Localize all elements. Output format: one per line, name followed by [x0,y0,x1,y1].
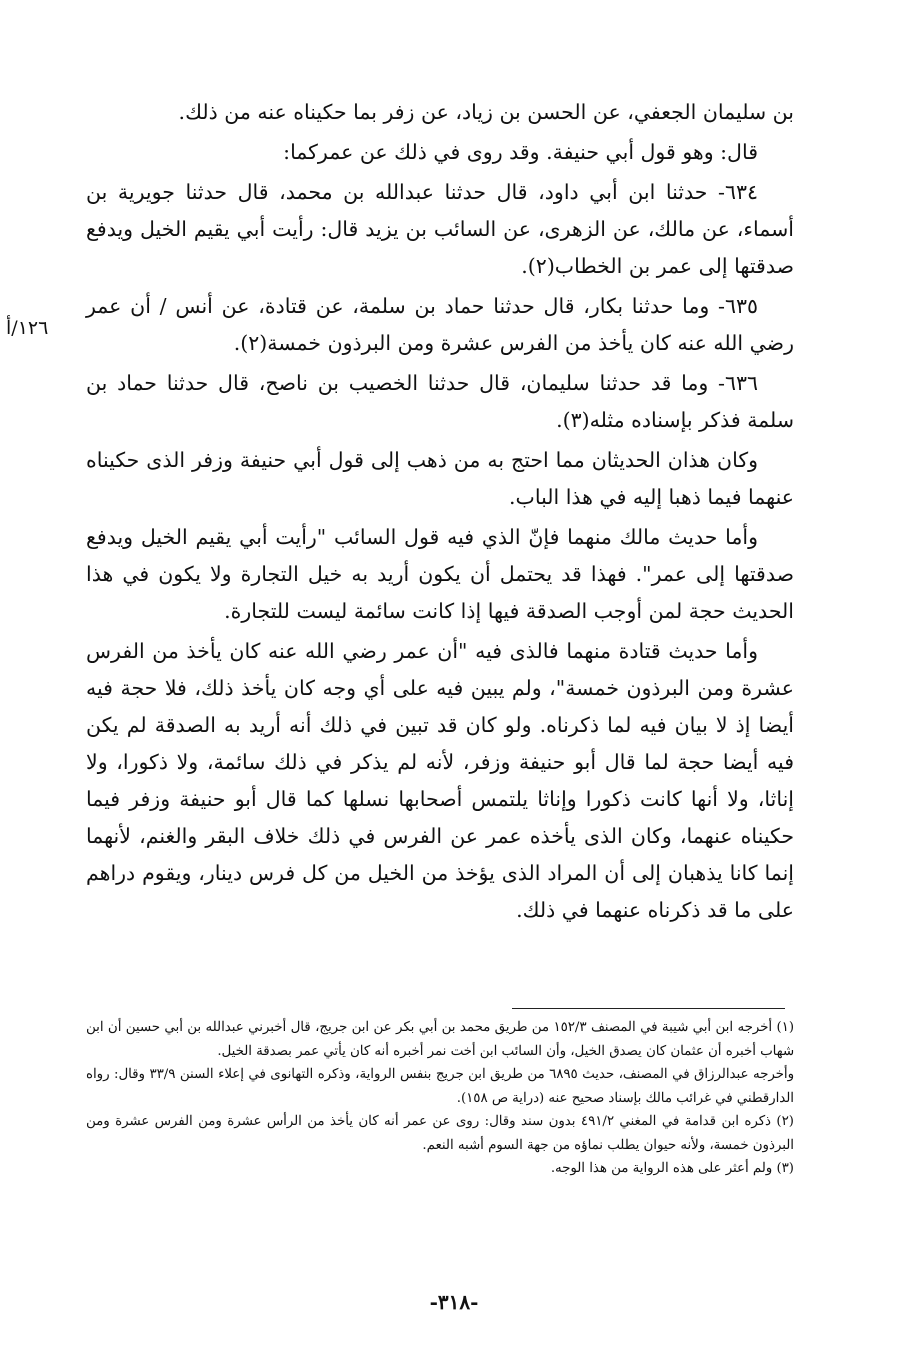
hadith-635: ٦٣٥- وما حدثنا بكار، قال حدثنا حماد بن سلمة، عن قتادة، عن أنس / أن عمر رضي الله عنه كان يأخذ من الفرس عشرة ومن البرذون خمسة(٢). [86,294,794,355]
footnote-divider [512,1008,785,1009]
paragraph: وأما حديث مالك منهما فإنّ الذي فيه قول السائب "رأيت أبي يقيم الخيل ويدفع صدقتها إلى عمر". فهذا قد يحتمل أن يكون أريد به خيل التجارة ولا يكون في هذا الحديث حجة لمن أوجب الصدقة فيها إذا كانت سائمة ليست للتجارة. [86,525,794,623]
footnote-3: (٣) ولم أعثر على هذه الرواية من هذا الوجه. [550,1161,794,1176]
paragraph: قال: وهو قول أبي حنيفة. وقد روى في ذلك عن عمركما: [283,140,758,164]
footnotes [86,1016,794,1181]
paragraph: وأما حديث قتادة منهما فالذى فيه "أن عمر رضي الله عنه كان يأخذ من الفرس عشرة ومن البرذون خمسة"، ولم يبين فيه على أي وجه كان يأخذ ذلك، فلا حجة فيه أيضا إذ لا بيان فيه لما ذكرناه. ولو كان قد تبين في ذلك أنه أريد به الصدقة لم يكن فيه أيضا حجة لما قال أبو حنيفة وزفر، لأنه لم يذكر في ذلك سائمة، ولا ذكورا، ولا إناثا، ولا أنها كانت ذكورا وإناثا يلتمس أصحابها نسلها كما قال أبو حنيفة وزفر فيما حكيناه عنهما، وكان الذى يأخذه عمر عن الفرس في ذلك خلاف البقر والغنم، لأنهما إنما كانا يذهبان إلى أن المراد الذى يؤخذ من الخيل من كل فرس دينار، ويقوم دراهم على ما قد ذكرناه عنهما في ذلك. [86,639,794,922]
paragraph-continuation: بن سليمان الجعفي، عن الحسن بن زياد، عن زفر بما حكيناه عنه من ذلك. [178,100,794,124]
footnote-1: (١) أخرجه ابن أبي شيبة في المصنف ١٥٢/٣ من طريق محمد بن أبي بكر عن ابن جريج، قال أخبرني عبدالله بن أبي حسين أن ابن شهاب أخبره أن عثمان كان يصدق الخيل، وأن السائب ابن أخت نمر أخبره أنه كان يأتي عمر بصدقة الخيل. [86,1020,795,1059]
page-number: -٣١٨- [429,1290,479,1314]
footnote-1-continued: وأخرجه عبدالرزاق في المصنف، حديث ٦٨٩٥ من طريق ابن جريج بنفس الرواية، وذكره التهانوى في إعلاء السنن ٣٣/٩ وقال: رواه الدارقطني في غرائب مالك بإسناد صحيح عنه (دراية ص ١٥٨). [86,1067,794,1106]
paragraph: وكان هذان الحديثان مما احتج به من ذهب إلى قول أبي حنيفة وزفر الذى حكيناه عنهما فيما ذهبا إليه في هذا الباب. [86,448,794,509]
margin-folio-note: ١٢٦/أ [6,317,49,339]
footnote-2: (٢) ذكره ابن قدامة في المغني ٤٩١/٢ بدون سند وقال: روى عن عمر أنه كان يأخذ من الرأس عشرة ومن الفرس عشرة ومن البرذون خمسة، ولأنه حيوان يطلب نماؤه من جهة السوم أشبه النعم. [86,1114,794,1153]
hadith-636: ٦٣٦- وما قد حدثنا سليمان، قال حدثنا الخصيب بن ناصح، قال حدثنا حماد بن سلمة فذكر بإسناده مثله(٣). [86,371,794,432]
main-text-body [86,94,794,932]
hadith-634: ٦٣٤- حدثنا ابن أبي داود، قال حدثنا عبدالله بن محمد، قال حدثنا جويرية بن أسماء، عن مالك، عن الزهرى، عن السائب بن يزيد قال: رأيت أبي يقيم الخيل ويدفع صدقتها إلى عمر بن الخطاب(٢). [86,180,794,278]
